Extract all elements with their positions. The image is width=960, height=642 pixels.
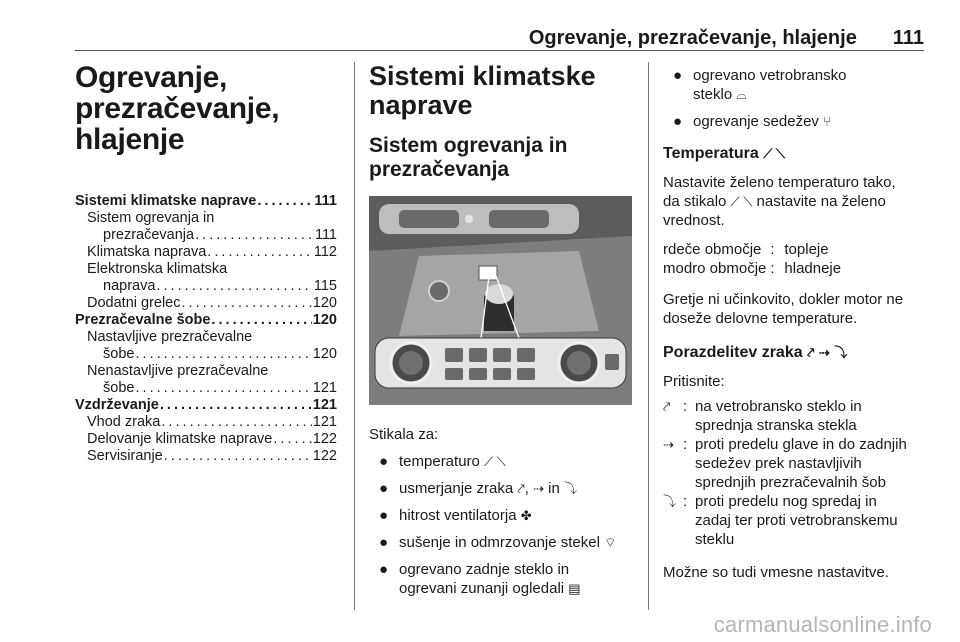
header-rule xyxy=(75,50,924,51)
list-item: ● temperaturo ⟋ ⟍ xyxy=(379,453,506,470)
air-feet-icon: ⤵ xyxy=(564,481,578,496)
temperature-icon: ⟋ ⟍ xyxy=(763,146,785,161)
air-head-icon: ⇢ xyxy=(663,437,674,452)
climate-panel-illustration xyxy=(369,196,632,405)
toc-entry[interactable]: Vzdrževanje . . . 121 xyxy=(75,397,337,414)
toc-entry[interactable]: Servisiranje . . . 122 xyxy=(75,448,337,465)
toc-entry[interactable]: Vhod zraka . . . 121 xyxy=(75,414,337,431)
temperature-heading: Temperatura ⟋ ⟍ xyxy=(663,145,785,162)
running-header xyxy=(75,26,924,50)
air-windscreen-icon: ⤤ xyxy=(663,399,671,414)
list-item: ● sušenje in odmrzovanje stekel ⌔ xyxy=(379,534,617,551)
toc-entry[interactable]: Prezračevalne šobe . . . 120 xyxy=(75,312,337,329)
toc-entry[interactable]: šobe . . . 120 xyxy=(75,346,337,363)
toc-entry[interactable]: Nenastavljive prezračevalne xyxy=(87,363,269,379)
details-column xyxy=(663,62,928,582)
air-distribution-heading: Porazdelitev zraka ⤤ ⇢ ⤵ xyxy=(663,344,848,361)
toc-entry[interactable]: naprava . . . 115 xyxy=(75,278,337,295)
page-number: 111 xyxy=(892,27,924,49)
list-item: ● hitrost ventilatorja ✤ xyxy=(379,507,532,524)
subsection-title: Sistem ogrevanja in prezračevanja xyxy=(369,134,568,181)
press-label: Pritisnite: xyxy=(663,373,725,390)
column-divider-2 xyxy=(648,62,649,610)
temperature-text: Nastavite želeno temperaturo tako, da stikalo ⟋ ⟍ nastavite na želeno vrednost. xyxy=(663,174,896,229)
air-feet-icon: ⤵ xyxy=(834,345,848,360)
temperature-zones: rdeče območje : topleje modro območje : hladneje xyxy=(663,241,842,277)
closing-note: Možne so tudi vmesne nastavitve. xyxy=(663,564,889,581)
toc-entry[interactable]: Elektronska klimatska xyxy=(87,261,228,277)
section-column xyxy=(369,62,634,606)
list-item: ● usmerjanje zraka ⤤, ⇢ in ⤵ xyxy=(379,480,578,497)
fan-icon: ✤ xyxy=(520,508,532,523)
air-head-icon: ⇢ xyxy=(533,481,544,496)
toc-entry[interactable]: Delovanje klimatske naprave . . . 122 xyxy=(75,431,337,448)
table-of-contents xyxy=(75,193,337,465)
switches-intro: Stikala za: xyxy=(369,426,439,443)
air-windscreen-icon: ⤤ xyxy=(807,345,815,360)
switch-list-cont xyxy=(663,66,928,131)
rear-window-heating-icon: ▤ xyxy=(568,581,581,596)
climate-control-panel-photo xyxy=(369,196,632,405)
list-item: ● ogrevano vetrobransko steklo ⌓ xyxy=(673,67,847,103)
section-title: Sistemi klimatske naprave xyxy=(369,61,596,120)
toc-entry[interactable]: Sistem ogrevanja in xyxy=(87,210,215,226)
column-divider-1 xyxy=(354,62,355,610)
heated-windscreen-icon: ⌓ xyxy=(736,87,747,102)
air-head-icon: ⇢ xyxy=(818,345,830,360)
temperature-icon: ⟋ ⟍ xyxy=(484,454,506,469)
temperature-icon: ⟋ ⟍ xyxy=(730,194,753,209)
toc-entry[interactable]: Sistemi klimatske naprave . . . 111 xyxy=(75,193,337,210)
chapter-title: Ogrevanje, prezračevanje, hlajenje xyxy=(75,61,280,156)
seat-heating-icon: ⑂ xyxy=(823,114,831,129)
defrost-icon: ⌔ xyxy=(604,535,617,550)
toc-entry[interactable]: Klimatska naprava . . . 112 xyxy=(75,244,337,261)
toc-entry[interactable]: šobe . . . 121 xyxy=(75,380,337,397)
list-item: ● ogrevanje sedežev ⑂ xyxy=(673,113,831,130)
toc-column xyxy=(75,62,337,465)
toc-entry[interactable]: prezračevanja . . . 111 xyxy=(75,227,337,244)
air-distribution-list: ⤤ : na vetrobransko steklo in sprednja stranska stekla ⇢ : proti predelu glave in do zadnjih sedežev prek nastavljivih sprednjih prezračevalnih šob ⤵ : proti predelu nog spredaj in zadaj ter proti vetrobranskemu steklu xyxy=(663,398,907,548)
header-title: Ogrevanje, prezračevanje, hlajenje xyxy=(528,27,857,49)
toc-entry[interactable]: Nastavljive prezračevalne xyxy=(87,329,253,345)
air-feet-icon: ⤵ xyxy=(663,494,677,509)
list-item: ● ogrevano zadnje steklo in ogrevani zunanji ogledali ▤ xyxy=(379,561,581,597)
heating-note: Gretje ni učinkovito, dokler motor ne doseže delovne temperature. xyxy=(663,291,904,327)
toc-entry[interactable]: Dodatni grelec . . . 120 xyxy=(75,295,337,312)
switch-list xyxy=(369,452,634,598)
watermark: carmanualsonline.info xyxy=(713,612,932,637)
air-windscreen-icon: ⤤ xyxy=(517,481,525,496)
